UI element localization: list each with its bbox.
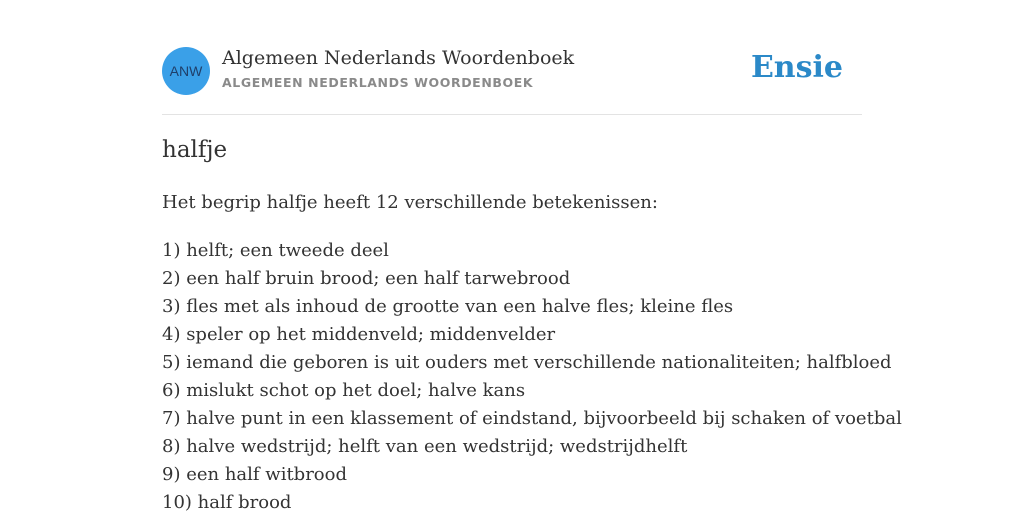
header (162, 46, 862, 115)
meaning-item: 7) halve punt in een klassement of eindstand, bijvoorbeeld bij schaken of voetbal (162, 408, 902, 429)
dictionary-subtitle: ALGEMEEN NEDERLANDS WOORDENBOEK (222, 75, 534, 90)
meaning-item: 4) speler op het middenveld; middenvelder (162, 324, 556, 345)
meaning-item: 8) halve wedstrijd; helft van een wedstrijd; wedstrijdhelft (162, 436, 688, 457)
meaning-item: 3) fles met als inhoud de grootte van een halve fles; kleine fles (162, 296, 734, 317)
dictionary-title[interactable]: Algemeen Nederlands Woordenboek (222, 47, 575, 69)
meaning-item: 9) een half witbrood (162, 464, 348, 485)
meaning-item: 10) half brood (162, 492, 292, 512)
entry-intro: Het begrip halfje heeft 12 verschillende betekenissen: (162, 192, 658, 213)
anw-logo[interactable]: ANW (162, 47, 210, 95)
meaning-item: 5) iemand die geboren is uit ouders met verschillende nationaliteiten; halfbloed (162, 352, 892, 373)
meaning-item: 6) mislukt schot op het doel; halve kans (162, 380, 526, 401)
meaning-item: 1) helft; een tweede deel (162, 240, 389, 261)
meaning-item: 2) een half bruin brood; een half tarwebrood (162, 268, 571, 289)
ensie-logo[interactable]: Ensie (750, 50, 843, 85)
meanings-list (162, 237, 902, 512)
entry-word: halfje (162, 137, 228, 163)
